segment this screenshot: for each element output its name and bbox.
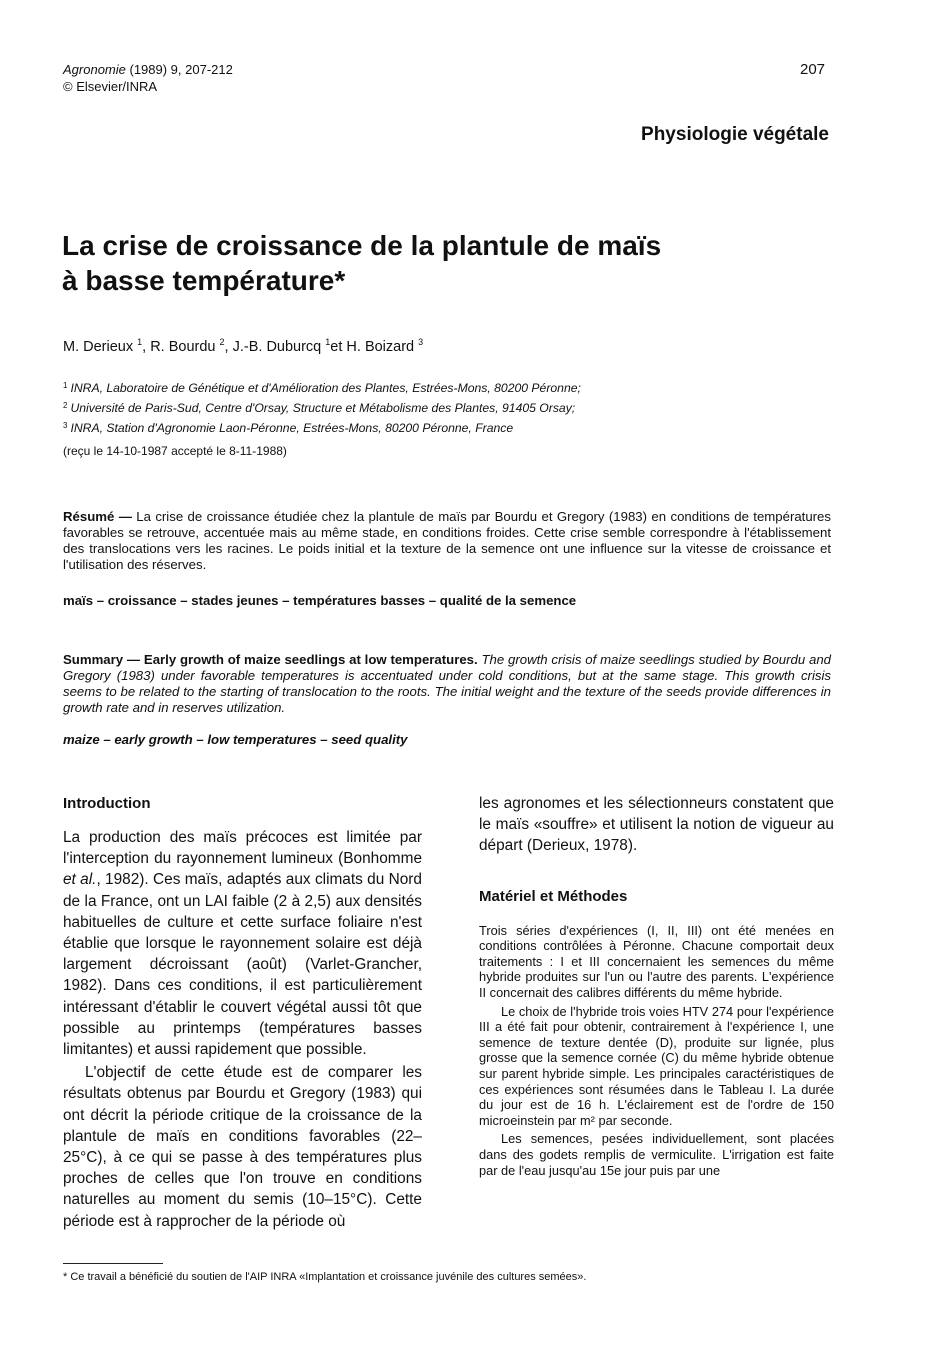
copyright: © Elsevier/INRA (63, 79, 158, 94)
intro-p1-etal: et al. (63, 871, 97, 889)
paper-title (62, 228, 822, 298)
introduction-heading: Introduction (63, 795, 151, 812)
received-dates: (reçu le 14-10-1987 accepté le 8-11-1988) (63, 444, 287, 458)
page-number: 207 (800, 61, 826, 78)
author-2-affil: 2 (219, 337, 225, 347)
title-line-2: à basse température* (62, 265, 346, 296)
introduction-paragraph-1 (63, 827, 422, 1060)
author-3-affil: 1 (325, 337, 331, 347)
affiliation-1-text: INRA, Laboratoire de Génétique et d'Amélioration des Plantes, Estrées-Mons, 80200 Péronne; (70, 381, 581, 395)
introduction-paragraph-2: L'objectif de cette étude est de comparer les résultats obtenus par Bourdu et Gregory (1983) qui ont décrit la période critique de la croissance de la plantule de maïs en conditions favorables (22–25°C), à ce qui se passe à des températures plus proches de celles que l'on trouve en conditions naturelles au moment du semis (10–15°C). Cette période est à rapprocher de la période où (63, 1064, 422, 1230)
summary (63, 652, 831, 716)
keywords-fr: maïs – croissance – stades jeunes – températures basses – qualité de la semence (63, 593, 577, 608)
author-4: et H. Boizard (330, 339, 419, 355)
journal-citation (63, 61, 233, 95)
author-1: M. Derieux (63, 339, 138, 355)
journal-ref: (1989) 9, 207-212 (125, 62, 233, 77)
affiliation-1-num: 1 (63, 381, 68, 390)
resume (63, 509, 831, 573)
author-1-affil: 1 (137, 337, 143, 347)
methods-paragraph-3: Les semences, pesées individuellement, sont placées dans des godets remplis de vermiculite. L'irrigation est faite par de l'eau jusqu'au 15e jour puis par une (479, 1131, 834, 1178)
keywords-en: maize – early growth – low temperatures – seed quality (63, 732, 408, 747)
column-2 (479, 793, 834, 1178)
methods-paragraph-2: Le choix de l'hybride trois voies HTV 274 pour l'expérience III a été fait pour obtenir, contrairement à l'expérience I, une semence de texture dentée (D), produite sur lignée, plus grosse que la semence cornée (C) du même hybride obtenue sur parent hybride simple. Les principales caractéristiques de ces expériences sont résumées dans le Tableau I. La durée du jour est de 16 h. L'éclairement est de l'ordre de 150 microeinstein par m² par seconde. (479, 1003, 834, 1128)
resume-text: La crise de croissance étudiée chez la plantule de maïs par Bourdu et Gregory (1983) en conditions de températures favorables se retrouve, accentuée mais au même stade, en conditions froides. Cette crise semble correspondre à l'établissement des translocations vers les racines. Le poids initial et la texture de la semence ont une influence sur la vitesse de croissance et l'utilisation des réserves. (63, 509, 831, 572)
affiliation-2-num: 2 (63, 401, 68, 410)
footnote-rule (63, 1263, 163, 1264)
affiliation-3-text: INRA, Station d'Agronomie Laon-Péronne, Estrées-Mons, 80200 Péronne, France (70, 421, 514, 435)
resume-label: Résumé — (63, 509, 137, 524)
affiliation-3 (63, 417, 581, 437)
footnote: * Ce travail a bénéficié du soutien de l'AIP INRA «Implantation et croissance juvénile des cultures semées». (63, 1271, 587, 1283)
author-3: , J.-B. Duburcq (224, 339, 326, 355)
intro-p1-start: La production des maïs précoces est limitée par l'interception du rayonnement lumineux (Bonhomme (63, 829, 422, 868)
methods-paragraph-1: Trois séries d'expériences (I, II, III) ont été menées en conditions contrôlées à Péronne. Chacune comportait deux traitements : I et III concernaient les semences du même hybride produites sur l'un ou l'autre des parents. L'expérience II concernait des calibres différents du même hybride. (479, 922, 834, 1000)
methods-heading: Matériel et Méthodes (479, 887, 628, 905)
affiliation-2-text: Université de Paris-Sud, Centre d'Orsay, Structure et Métabolisme des Plantes, 91405 Orsay; (70, 401, 576, 415)
journal-name: Agronomie (63, 62, 126, 77)
summary-label: Summary — Early growth of maize seedlings at low temperatures. (63, 652, 478, 667)
affiliations (63, 377, 581, 437)
introduction-paragraph-2-cont: les agronomes et les sélectionneurs constatent que le maïs «souffre» et utilisent la notion de vigueur au départ (Derieux, 1978). (479, 795, 834, 855)
affiliation-1 (63, 377, 581, 397)
title-line-1: La crise de croissance de la plantule de maïs (62, 230, 662, 261)
section-heading: Physiologie végétale (641, 124, 829, 145)
author-2: , R. Bourdu (142, 339, 220, 355)
authors (63, 337, 423, 355)
author-4-affil: 3 (418, 337, 424, 347)
affiliation-2 (63, 397, 581, 417)
introduction-section (63, 795, 422, 1232)
intro-p1-end: , 1982). Ces maïs, adaptés aux climats du Nord de la France, ont un LAI faible (2 à 2,5) aux densités habituelles de culture et cette surface foliaire n'est établie que lorsque le rayonnement solaire est déjà largement décroissant (août) (Varlet-Grancher, 1982). Dans ces conditions, il est particulièrement intéressant d'établir le couvert végétal aussi tôt que possible au printemps (températures basses limitantes) et aussi rapidement que possible. (63, 871, 422, 1059)
summary-text: The growth crisis of maize seedlings studied by Bourdu and Gregory (1983) under favorable temperatures is accentuated under cold conditions, but at the same stage. This growth crisis seems to be related to the starting of translocation to the roots. The initial weight and the texture of the seeds provide differences in growth rate and in reserves utilization. (63, 652, 832, 715)
affiliation-3-num: 3 (63, 421, 68, 430)
